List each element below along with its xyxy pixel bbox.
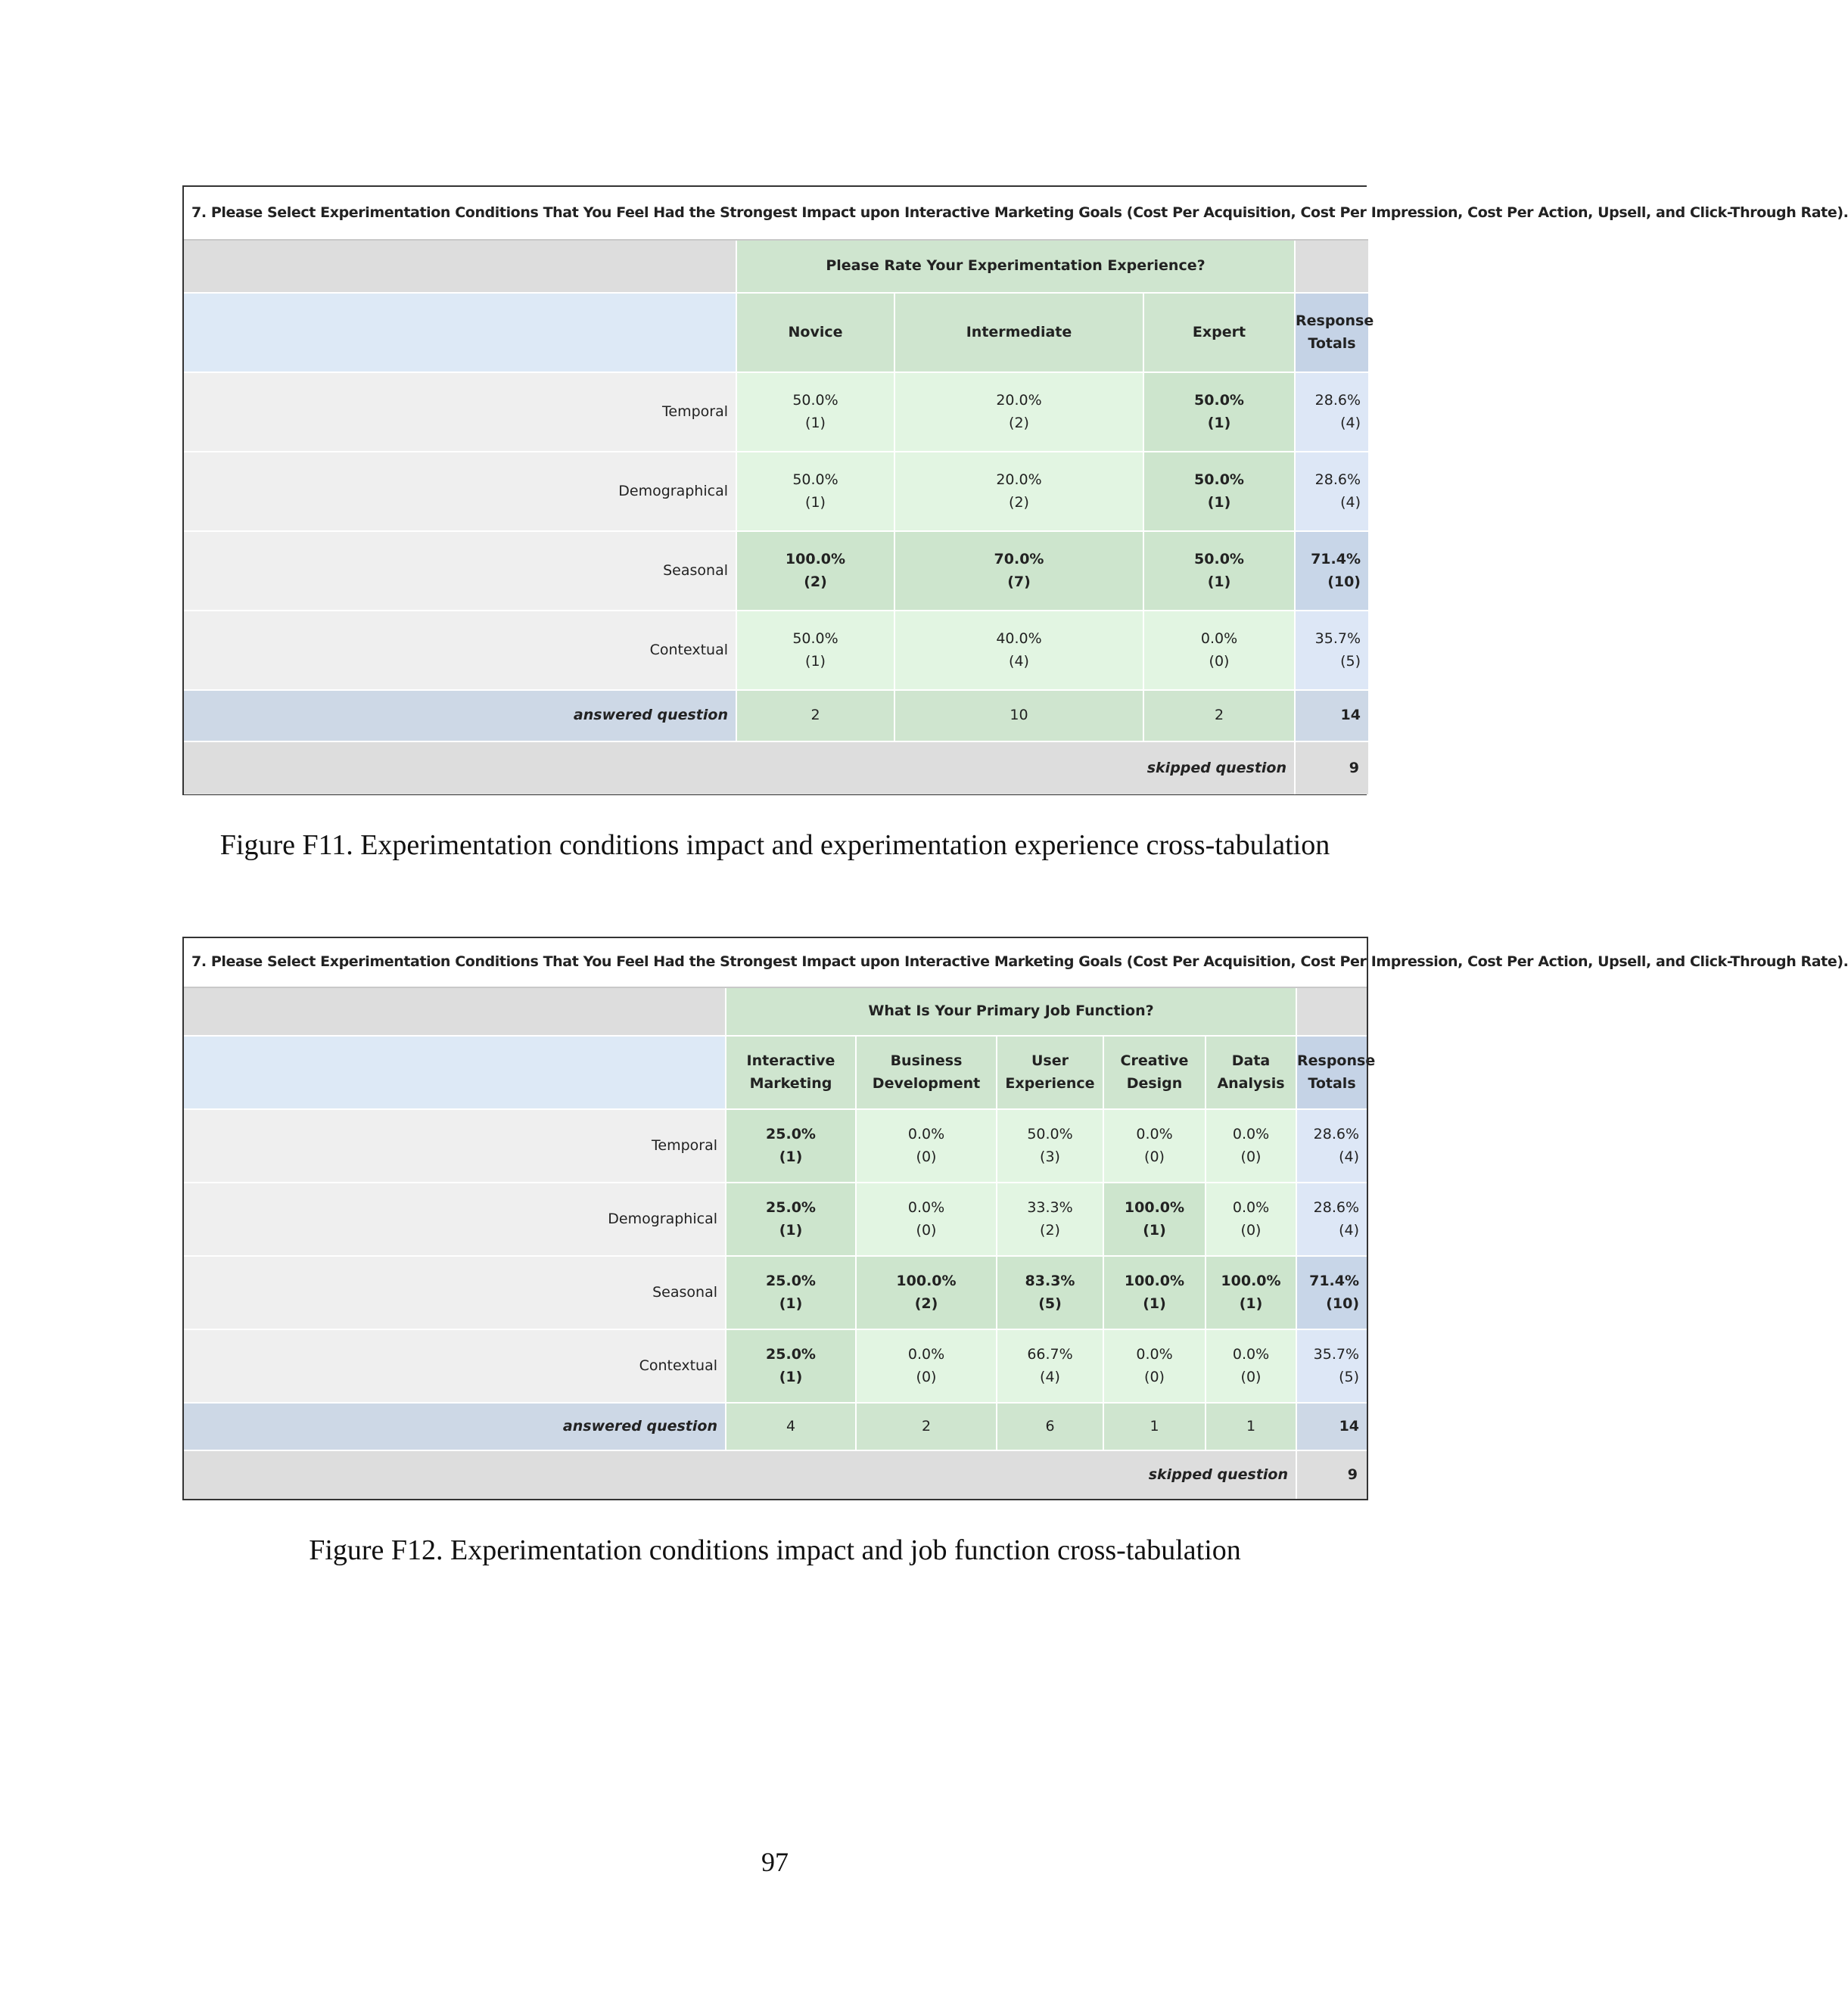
data-cell: 40.0% (4): [894, 611, 1143, 690]
data-cell: 0.0% (0): [1206, 1183, 1296, 1256]
answered-count: 4: [726, 1403, 856, 1450]
row-label: Temporal: [184, 1109, 726, 1183]
skipped-count: 9: [1296, 1450, 1367, 1499]
data-cell: 25.0% (1): [726, 1183, 856, 1256]
column-header-expert: Expert: [1143, 293, 1295, 372]
data-cell: 0.0% (0): [1206, 1109, 1296, 1183]
group-header: What Is Your Primary Job Function?: [726, 987, 1296, 1036]
skipped-question-label: skipped question: [184, 1450, 1296, 1499]
column-header-creative-design: Creative Design: [1103, 1036, 1206, 1109]
total-cell: 35.7% (5): [1296, 1329, 1367, 1403]
answered-count: 2: [1143, 690, 1295, 741]
skipped-row: [184, 741, 1368, 794]
group-header: Please Rate Your Experimentation Experience?: [736, 240, 1295, 293]
data-cell: 20.0% (2): [894, 452, 1143, 531]
answered-row: [184, 690, 1368, 741]
answered-row: [184, 1403, 1367, 1450]
page-number: 97: [761, 1847, 789, 1877]
figure-caption-f12: Figure F12. Experimentation conditions impact and job function cross-tabulation: [309, 1534, 1241, 1566]
data-cell: 25.0% (1): [726, 1329, 856, 1403]
total-cell: 28.6% (4): [1295, 452, 1368, 531]
column-header-user-experience: User Experience: [997, 1036, 1103, 1109]
data-cell: 0.0% (0): [856, 1109, 997, 1183]
data-cell: 0.0% (0): [1103, 1329, 1206, 1403]
row-label: Demographical: [184, 1183, 726, 1256]
data-cell: 50.0% (1): [1143, 531, 1295, 611]
table-row: [184, 531, 1368, 611]
crosstab-job-function: [184, 938, 1848, 1499]
column-header-business-development: Business Development: [856, 1036, 997, 1109]
figure-f12-table-frame: [182, 937, 1848, 1500]
table-row: [184, 1109, 1367, 1183]
table-row: [184, 1256, 1367, 1329]
skipped-question-label: skipped question: [184, 741, 1295, 794]
data-cell: 0.0% (0): [1143, 611, 1295, 690]
data-cell: 66.7% (4): [997, 1329, 1103, 1403]
data-cell: 50.0% (1): [1143, 372, 1295, 452]
data-cell: 25.0% (1): [726, 1109, 856, 1183]
total-cell: 28.6% (4): [1296, 1109, 1367, 1183]
data-cell: 100.0% (1): [1103, 1183, 1206, 1256]
crosstab-experience: [184, 187, 1848, 794]
column-header-response-totals: Response Totals: [1296, 1036, 1367, 1109]
figure-caption-f11: Figure F11. Experimentation conditions impact and experimentation experience cross-tabulation: [219, 829, 1330, 861]
row-label: Seasonal: [184, 531, 736, 611]
data-cell: 0.0% (0): [856, 1329, 997, 1403]
data-cell: 0.0% (0): [1206, 1329, 1296, 1403]
data-cell: 50.0% (1): [1143, 452, 1295, 531]
data-cell: 100.0% (1): [1206, 1256, 1296, 1329]
answered-count: 1: [1206, 1403, 1296, 1450]
column-header-intermediate: Intermediate: [894, 293, 1143, 372]
row-label: Contextual: [184, 1329, 726, 1403]
total-cell: 28.6% (4): [1296, 1183, 1367, 1256]
figure-f11-table-frame: [182, 185, 1848, 795]
data-cell: 50.0% (1): [736, 611, 894, 690]
column-header-interactive-marketing: Interactive Marketing: [726, 1036, 856, 1109]
answered-question-label: answered question: [184, 1403, 726, 1450]
answered-count: 6: [997, 1403, 1103, 1450]
data-cell: 0.0% (0): [1103, 1109, 1206, 1183]
question-title: 7. Please Select Experimentation Conditions That You Feel Had the Strongest Impact upon Interactive Marketing Goals (Cost Per Acquisition, Cost Per Impression, Cost Per Action, Upsell, and Click-Through Rate).: [184, 187, 1368, 240]
data-cell: 0.0% (0): [856, 1183, 997, 1256]
data-cell: 25.0% (1): [726, 1256, 856, 1329]
data-cell: 70.0% (7): [894, 531, 1143, 611]
column-header-novice: Novice: [736, 293, 894, 372]
row-label: Demographical: [184, 452, 736, 531]
answered-question-label: answered question: [184, 690, 736, 741]
row-label: Contextual: [184, 611, 736, 690]
table-row: [184, 1329, 1367, 1403]
skipped-count: 9: [1295, 741, 1368, 794]
total-cell: 71.4% (10): [1295, 531, 1368, 611]
table-row: [184, 1183, 1367, 1256]
answered-count: 2: [736, 690, 894, 741]
answered-total: 14: [1296, 1403, 1367, 1450]
row-label: Temporal: [184, 372, 736, 452]
row-label: Seasonal: [184, 1256, 726, 1329]
data-cell: 33.3% (2): [997, 1183, 1103, 1256]
table-row: [184, 611, 1368, 690]
answered-count: 1: [1103, 1403, 1206, 1450]
data-cell: 50.0% (1): [736, 372, 894, 452]
data-cell: 83.3% (5): [997, 1256, 1103, 1329]
answered-count: 2: [856, 1403, 997, 1450]
column-header-data-analysis: Data Analysis: [1206, 1036, 1296, 1109]
data-cell: 50.0% (1): [736, 452, 894, 531]
data-cell: 100.0% (1): [1103, 1256, 1206, 1329]
data-cell: 100.0% (2): [736, 531, 894, 611]
column-header-response-totals: Response Totals: [1295, 293, 1368, 372]
answered-count: 10: [894, 690, 1143, 741]
question-title: 7. Please Select Experimentation Conditions That You Feel Had the Strongest Impact upon Interactive Marketing Goals (Cost Per Acquisition, Cost Per Impression, Cost Per Action, Upsell, and Click-Through Rate).: [184, 938, 1367, 987]
total-cell: 71.4% (10): [1296, 1256, 1367, 1329]
skipped-row: [184, 1450, 1367, 1499]
total-cell: 35.7% (5): [1295, 611, 1368, 690]
data-cell: 50.0% (3): [997, 1109, 1103, 1183]
total-cell: 28.6% (4): [1295, 372, 1368, 452]
data-cell: 100.0% (2): [856, 1256, 997, 1329]
table-row: [184, 452, 1368, 531]
table-row: [184, 372, 1368, 452]
data-cell: 20.0% (2): [894, 372, 1143, 452]
answered-total: 14: [1295, 690, 1368, 741]
